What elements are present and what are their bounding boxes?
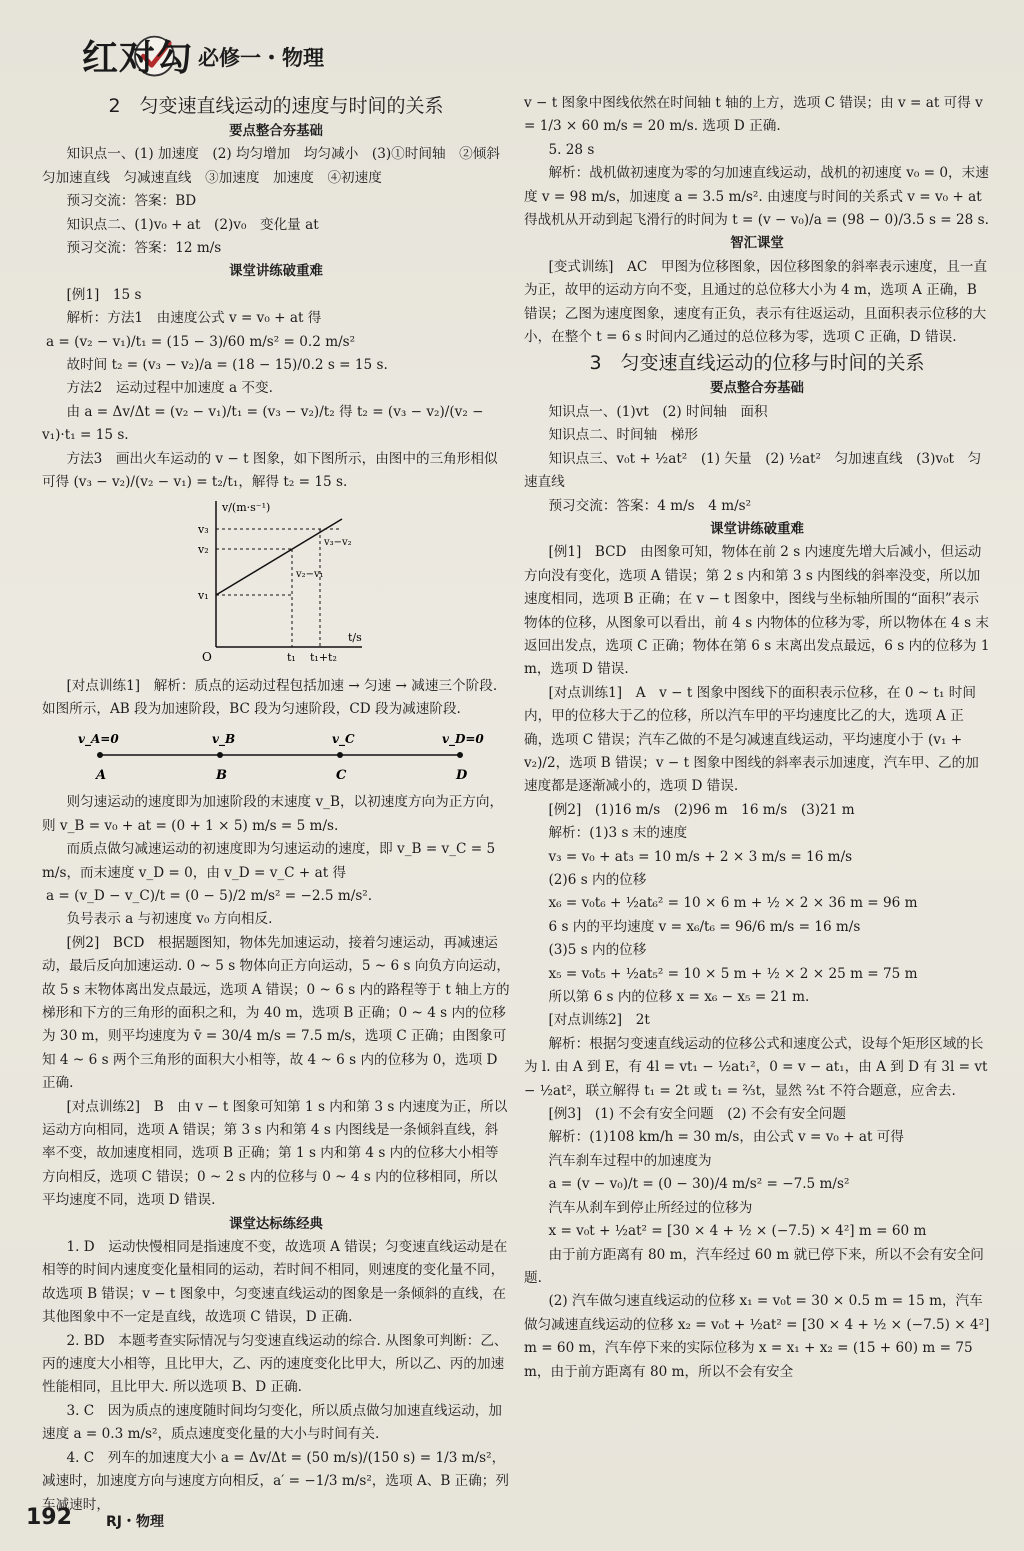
formula: v₃ = v₀ + at₃ = 10 m/s + 2 × 3 m/s = 16 m/s <box>548 848 853 865</box>
delta-v32-label: v₃−v₂ <box>324 536 352 548</box>
paragraph: 解析：(1)3 s 末的速度 <box>548 825 688 842</box>
motion-line-figure <box>42 721 510 791</box>
paragraph: 解析：(1)108 km/h = 30 m/s，由公式 v = v₀ + at 可得 <box>548 1129 904 1146</box>
origin-label: O <box>202 649 212 664</box>
paragraph: 知识点一、(1) 加速度 (2) 均匀增加 均匀减小 (3)①时间轴 ②倾斜 匀加速直线 匀减速直线 ③加速度 加速度 ④初速度 <box>42 146 514 186</box>
paragraph: [对点训练1] A v − t 图象中图线下的面积表示位移，在 0 ~ t₁ 时间内，甲的位移大于乙的位移，所以汽车甲的平均速度比乙的大，选项 A 正确，选项 C 错误；汽车乙做的不是匀减速直线运动，平均速度小于 (v₁ + v₂)/2，选项 B 错误；v − t 图象中图线的斜率表示加速度，汽车甲、乙的加速度都是逐渐减小的，选项 D 错误. <box>524 684 979 795</box>
vd-label: v_D=0 <box>442 732 484 747</box>
formula: a = (v_D − v_C)/t = (0 − 5)/2 m/s² = −2.5 m/s². <box>46 887 373 904</box>
paragraph: [变式训练] AC 甲图为位移图象，因位移图象的斜率表示速度，且一直为正，故甲的运动方向不变，且通过的总位移大小为 4 m，选项 A 正确，B 错误；乙图为速度图象，速度有正负，表示有往返运动，且面积表示位移的大小，在整个 t = 6 s 时间内乙通过的总位移为零，选项 C 正确，D 错误. <box>524 258 988 346</box>
y-axis-label: v/(m·s⁻¹) <box>222 500 271 514</box>
point-b <box>217 752 223 758</box>
v1-label: v₁ <box>198 588 209 602</box>
left-column <box>42 92 514 1517</box>
vt-graph-figure <box>42 495 510 675</box>
vc-label: v_C <box>332 732 355 747</box>
motion-diagram <box>42 721 510 787</box>
formula: 6 s 内的平均速度 v = x₆/t₆ = 96/6 m/s = 16 m/s <box>548 918 861 935</box>
paragraph: [例2] BCD 根据题图知，物体先加速运动，接着匀速运动，再减速运动，最后反向加速运动. 0 ~ 5 s 物体向正方向运动，5 ~ 6 s 向负方向运动，故 5 s 末物体离出发点最远，选项 A 错误；0 ~ 6 s 内的路程等于 t 轴上方的梯形和下方的三角形的面积之和，为 40 m，选项 B 正确；0 ~ 4 s 内的位移为 30 m，则平均速度为 v̄ = 30/4 m/s = 7.5 m/s，选项 C 正确；由图象可知 4 ~ 6 s 两个三角形的面积大小相等，故 4 ~ 6 s 内的位移为 0，选项 D 正确. <box>42 934 510 1092</box>
paragraph: [例3] (1) 不会有安全问题 (2) 不会有安全问题 <box>548 1106 846 1123</box>
paragraph: (2) 汽车做匀速直线运动的位移 x₁ = v₀t = 30 × 0.5 m = 15 m，汽车做匀减速直线运动的位移 x₂ = v₀t + ½at² = [30 × 4 + ½ × (−7.5) × 4²] m = 60 m，汽车停下来的实际位移为 x = x₁ + x₂ = (15 + 60) m = 75 m，由于前方距离有 80 m，所以不会有安全 <box>524 1293 990 1380</box>
vt-line <box>216 519 342 595</box>
page-number: 192 <box>26 1505 72 1530</box>
paragraph: 预习交流：答案：4 m/s 4 m/s² <box>548 497 752 514</box>
va-label: v_A=0 <box>78 732 119 747</box>
section-title-3: 3 匀变速直线运动的位移与时间的关系 <box>589 352 925 375</box>
a-label: A <box>96 768 107 784</box>
footer-label: RJ・物理 <box>106 1514 164 1530</box>
paragraph: 由于前方距离有 80 m，汽车经过 60 m 就已停下来，所以不会有安全问题. <box>524 1246 984 1286</box>
formula: x₆ = v₀t₆ + ½at₆² = 10 × 6 m + ½ × 2 × 36 m = 96 m <box>548 895 918 912</box>
paragraph: 知识点二、时间轴 梯形 <box>548 427 698 444</box>
paragraph: 知识点三、v₀t + ½at² (1) 矢量 (2) ½at² 匀加速直线 (3)v₀t 匀速直线 <box>524 450 982 491</box>
paragraph: 5. 28 s <box>548 141 595 158</box>
paragraph: 3. C 因为质点的速度随时间均匀变化，所以质点做匀加速直线运动，加速度 a = 0.3 m/s²，质点速度变化量的大小与时间有关. <box>42 1402 502 1443</box>
t1t2-label: t₁+t₂ <box>310 650 337 664</box>
paragraph: 预习交流：答案：BD <box>66 193 197 210</box>
formula: a = (v₂ − v₁)/t₁ = (15 − 3)/60 m/s² = 0.2 m/s² <box>46 333 356 350</box>
paragraph: [例1] BCD 由图象可知，物体在前 2 s 内速度先增大后减小，但运动方向没有变化，选项 A 错误；第 2 s 内和第 3 s 内图线的斜率没变，所以加速度相同，选项 B 正确；在 v − t 图象中，图线与坐标轴所围的“面积”表示物体的位移，从图象可以看出，前 4 s 内物体的位移为零，所以物体在 4 s 末返回出发点，选项 C 正确；物体在第 6 s 末离出发点最远，6 s 内的位移为 1 m，选项 D 错误. <box>524 544 990 678</box>
t1-label: t₁ <box>287 650 296 664</box>
vb-label: v_B <box>212 732 236 747</box>
paragraph: (3)5 s 内的位移 <box>548 942 647 959</box>
paragraph: 知识点一、(1)vt (2) 时间轴 面积 <box>548 403 768 420</box>
vt-graph <box>192 495 372 671</box>
subheading: 课堂讲练破重难 <box>710 521 804 537</box>
subheading: 课堂达标练经典 <box>229 1216 323 1232</box>
subheading: 要点整合夯基础 <box>710 381 804 397</box>
paragraph: (2)6 s 内的位移 <box>548 872 647 888</box>
formula: a = (v − v₀)/t = (0 − 30)/4 m/s² = −7.5 m/s² <box>548 1176 850 1193</box>
paragraph: 解析：根据匀变速直线运动的位移公式和速度公式，设每个矩形区域的长为 l. 由 A 到 E，有 4l = vt₁ − ½at₁²，0 = v − at₁，由 A 到 D 有 3l = vt − ½at²，联立解得 t₁ = 2t 或 t₁ = ⅔t，显然 ⅔t 不符合题意，应舍去. <box>524 1035 988 1099</box>
paragraph: [对点训练2] 2t <box>548 1012 650 1029</box>
point-a <box>97 752 103 758</box>
formula: 由 a = Δv/Δt = (v₂ − v₁)/t₁ = (v₃ − v₂)/t₂ 得 t₂ = (v₃ − v₂)/(v₂ − v₁)·t₁ = 15 s. <box>42 403 484 444</box>
section-title-2: 2 匀变速直线运动的速度与时间的关系 <box>108 95 444 117</box>
d-label: D <box>456 768 468 784</box>
paragraph: 所以第 6 s 内的位移 x = x₆ − x₅ = 21 m. <box>548 989 810 1006</box>
page-footer <box>26 1505 426 1535</box>
right-column <box>524 92 990 1384</box>
paragraph: 4. C 列车的加速度大小 a = Δv/Δt = (50 m/s)/(150 s) = 1/3 m/s²，减速时，加速度方向与速度方向相反，a′ = −1/3 m/s²，选项 A、B 正确；列车减速时， <box>42 1449 509 1513</box>
x-axis-label: t/s <box>348 630 362 644</box>
point-d <box>457 752 463 758</box>
page-header <box>30 28 590 88</box>
b-label: B <box>216 768 227 784</box>
paragraph: 解析：方法1 由速度公式 v = v₀ + at 得 <box>66 310 322 327</box>
v3-label: v₃ <box>198 522 209 536</box>
formula: 故时间 t₂ = (v₃ − v₂)/a = (18 − 15)/0.2 s = 15 s. <box>66 357 388 374</box>
subheading: 要点整合夯基础 <box>229 124 323 139</box>
paragraph: 而质点做匀减速运动的初速度即为匀速运动的速度，即 v_B = v_C = 5 m/s，而末速度 v_D = 0，由 v_D = v_C + at 得 <box>42 841 496 881</box>
subheading: 智汇课堂 <box>730 236 784 252</box>
c-label: C <box>336 768 347 784</box>
point-c <box>337 752 343 758</box>
paragraph: [例2] (1)16 m/s (2)96 m 16 m/s (3)21 m <box>548 801 855 818</box>
delta-v21-label: v₂−v₁ <box>296 568 324 580</box>
paragraph: 负号表示 a 与初速度 v₀ 方向相反. <box>66 911 273 928</box>
v2-label: v₂ <box>198 542 209 556</box>
paragraph: 则匀速运动的速度即为加速阶段的末速度 v_B，以初速度方向为正方向，则 v_B = v₀ + at = (0 + 1 × 5) m/s = 5 m/s. <box>42 794 504 834</box>
paragraph: 2. BD 本题考查实际情况与匀变速直线运动的综合. 从图象可判断：乙、丙的速度大小相等，且比甲大，乙、丙的速度变化比甲大，所以乙、丙的加速性能相同，且比甲大. 所以选项 B、D 正确. <box>42 1332 508 1396</box>
paragraph: 1. D 运动快慢相同是指速度不变，故选项 A 错误；匀变速直线运动是在相等的时间内速度变化量相同的运动，若时间不相同，则速度的变化量不同，故选项 B 错误；v − t 图象中，匀变速直线运动的图象是一条倾斜的直线，在其他图象中不一定是直线，故选项 C 错误，D 正确. <box>42 1239 508 1326</box>
paragraph: 方法2 运动过程中加速度 a 不变. <box>66 380 273 397</box>
book-title: 必修一・物理 <box>198 46 324 70</box>
paragraph: 方法3 画出火车运动的 v − t 图象，如下图所示，由图中的三角形相似可得 (v₃ − v₂)/(v₂ − v₁) = t₂/t₁，解得 t₂ = 15 s. <box>42 450 498 491</box>
paragraph: [对点训练1] 解析：质点的运动过程包括加速 → 匀速 → 减速三个阶段. 如图所示，AB 段为加速阶段，BC 段为匀速阶段，CD 段为减速阶段. <box>42 677 498 717</box>
brand-name: 红对勾 <box>82 37 194 79</box>
formula: x = v₀t + ½at² = [30 × 4 + ½ × (−7.5) × 4²] m = 60 m <box>548 1223 927 1240</box>
paragraph: 预习交流：答案：12 m/s <box>66 240 222 257</box>
formula: x₅ = v₀t₅ + ½at₅² = 10 × 5 m + ½ × 2 × 25 m = 75 m <box>548 965 918 982</box>
paragraph: v − t 图象中图线依然在时间轴 t 轴的上方，选项 C 错误；由 v = at 可得 v = 1/3 × 60 m/s = 20 m/s. 选项 D 正确. <box>524 95 983 135</box>
paragraph: 汽车刹车过程中的加速度为 <box>548 1152 712 1169</box>
paragraph: 解析：战机做初速度为零的匀加速直线运动，战机的初速度 v₀ = 0，末速度 v = 98 m/s，加速度 a = 3.5 m/s². 由速度与时间的关系式 v = v₀ + at 得战机从开动到起飞滑行的时间为 t = (v − v₀)/a = (98 − 0)/3.5 s = 28 s. <box>524 165 989 229</box>
subheading: 课堂讲练破重难 <box>229 264 323 280</box>
paragraph: [例1] 15 s <box>66 286 142 303</box>
paragraph: 知识点二、(1)v₀ + at (2)v₀ 变化量 at <box>66 216 319 233</box>
paragraph: [对点训练2] B 由 v − t 图象可知第 1 s 内和第 3 s 内速度为正，所以运动方向相同，选项 A 错误；第 3 s 内和第 4 s 内图线是一条倾斜直线，斜率不变，故加速度相同，选项 B 正确；第 1 s 内和第 4 s 内的位移大小相等方向相反，选项 C 错误；0 ~ 2 s 内的位移与 0 ~ 4 s 内的位移相同，所以平均速度不同，选项 D 错误. <box>42 1098 508 1209</box>
paragraph: 汽车从刹车到停止所经过的位移为 <box>548 1199 753 1216</box>
